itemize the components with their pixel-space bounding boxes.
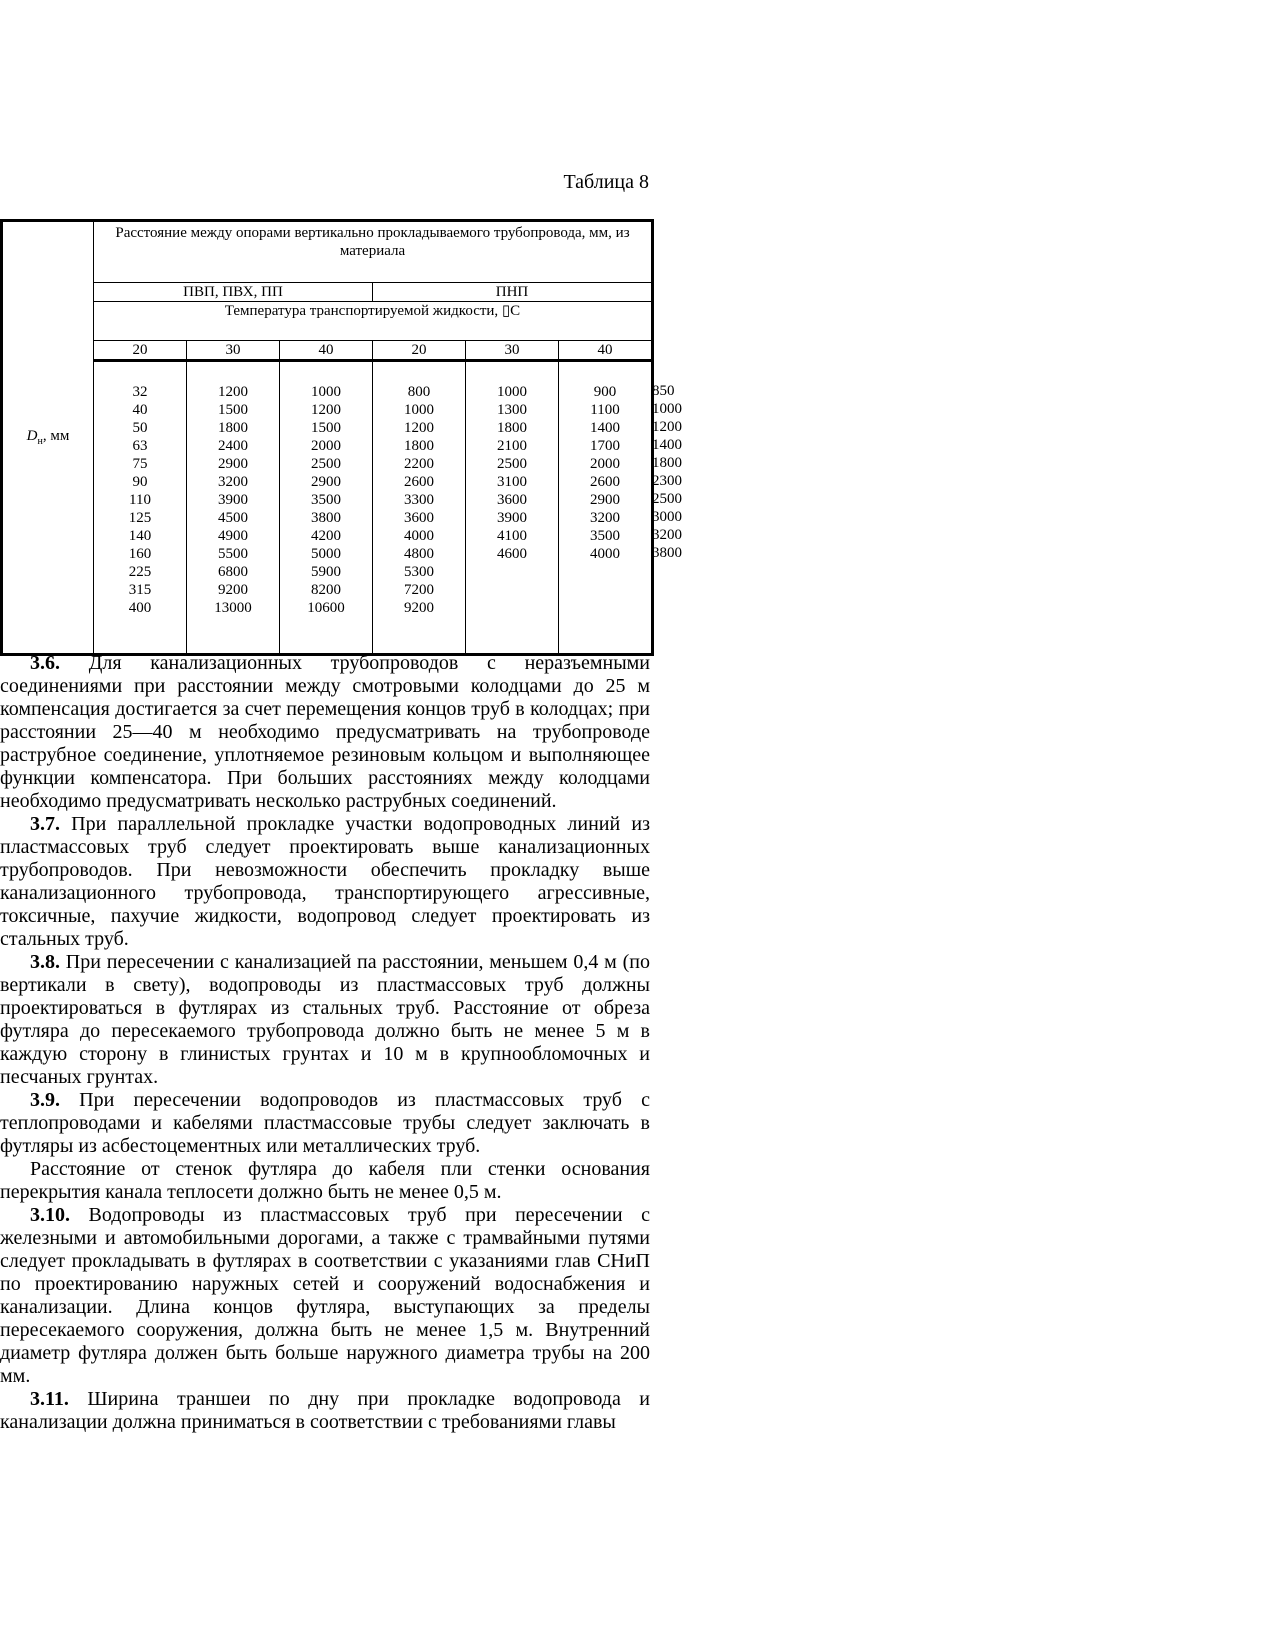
temp-col-header: 30 <box>187 341 280 361</box>
cell-value: 9200 <box>404 600 434 616</box>
data-column: 850 1000 1200 1400 1800 2300 2500 3000 3200 3800 <box>652 361 653 655</box>
cell-value: 4100 <box>497 528 527 544</box>
cell-value: 1100 <box>590 402 620 418</box>
cell-value: 3200 <box>590 510 620 526</box>
cell-value: 3900 <box>218 492 248 508</box>
dn-value: 140 <box>128 528 152 544</box>
paragraph-number: 3.8. <box>30 951 60 973</box>
cell-value: 13000 <box>214 600 252 616</box>
cell-value: 3100 <box>497 474 527 490</box>
dn-value: 75 <box>132 456 148 472</box>
cell-value: 1400 <box>590 420 620 436</box>
cell-value: 5500 <box>218 546 248 562</box>
cell-value: 800 <box>407 384 431 400</box>
cell-value: 6800 <box>218 564 248 580</box>
cell-value: 900 <box>593 384 617 400</box>
cell-value: 2000 <box>311 438 341 454</box>
cell-value: 7200 <box>404 582 434 598</box>
dn-value: 160 <box>128 546 152 562</box>
cell-value: 2100 <box>497 438 527 454</box>
table-caption: Таблица 8 <box>563 171 649 193</box>
data-column <box>373 361 466 655</box>
paragraph: 3.8. При пересечении с канализацией па расстоянии, меньшем 0,4 м (по вертикали в свету), водопроводы из пластмассовых труб должны проектироваться в футлярах из стальных труб. Расстояние от обреза футляра до пересекаемого трубопровода должно быть не менее 5 м в каждую сторону в глинистых грунтах и 10 м в крупнообломочных и песчаных грунтах. <box>0 951 650 1088</box>
cell-value: 3500 <box>590 528 620 544</box>
cell-value: 1200 <box>311 402 341 418</box>
temp-col-header: 30 <box>466 341 559 361</box>
cell-value: 5900 <box>311 564 341 580</box>
data-column <box>280 361 373 655</box>
dn-value: 315 <box>128 582 152 598</box>
cell-value: 1800 <box>218 420 248 436</box>
paragraph-number: 3.7. <box>30 813 60 835</box>
cell-value: 3600 <box>497 492 527 508</box>
cell-value: 1300 <box>497 402 527 418</box>
paragraph-number: 3.11. <box>30 1388 69 1410</box>
cell-value: 3300 <box>404 492 434 508</box>
cell-value: 3900 <box>497 510 527 526</box>
cell-value: 4000 <box>590 546 620 562</box>
temp-col-header: 20 <box>94 341 187 361</box>
cell-value: 1800 <box>497 420 527 436</box>
dn-value: 225 <box>128 564 152 580</box>
cell-value: 2000 <box>590 456 620 472</box>
cell-value: 1000 <box>311 384 341 400</box>
body-text <box>0 652 650 1434</box>
dn-value: 50 <box>132 420 148 436</box>
paragraph: 3.6. Для канализационных трубопроводов с неразъемными соединениями при расстоянии между смотровыми колодцами до 25 м компенсация достигается за счет перемещения концов труб в колодцах; при расстоянии 25—40 м необходимо предусматривать на трубопроводе раструбное соединение, уплотняемое резиновым кольцом и выполняющее функции компенсатора. При больших расстояниях между колодцами необходимо предусматривать несколько раструбных соединений. <box>0 652 650 812</box>
dn-value: 400 <box>128 600 152 616</box>
cell-value: 2200 <box>404 456 434 472</box>
cell-value: 2900 <box>311 474 341 490</box>
dn-value: 40 <box>132 402 148 418</box>
cell-value: 9200 <box>218 582 248 598</box>
paragraph-number: 3.9. <box>30 1089 60 1111</box>
cell-value: 3500 <box>311 492 341 508</box>
cell-value: 3200 <box>218 474 248 490</box>
dn-value: 63 <box>132 438 148 454</box>
cell-value: 1500 <box>311 420 341 436</box>
dn-header: $D_н$, мм <box>2 221 94 655</box>
material-header-pvp: ПВП, ПВХ, ПП <box>94 283 373 302</box>
cell-value: 4900 <box>218 528 248 544</box>
paragraph-number: 3.6. <box>30 652 60 674</box>
cell-value: 4200 <box>311 528 341 544</box>
data-column <box>187 361 280 655</box>
cell-value: 1200 <box>218 384 248 400</box>
cell-value: 5000 <box>311 546 341 562</box>
dn-value: 110 <box>129 492 151 508</box>
data-column <box>466 361 559 655</box>
dn-value: 32 <box>132 384 148 400</box>
cell-value: 4000 <box>404 528 434 544</box>
cell-value: 4800 <box>404 546 434 562</box>
data-column <box>559 361 652 655</box>
cell-value: 1700 <box>590 438 620 454</box>
paragraph: 3.11. Ширина траншеи по дну при прокладке водопровода и канализации должна приниматься в соответствии с требованиями главы <box>0 1388 650 1433</box>
cell-value: 3800 <box>311 510 341 526</box>
paragraph-number: 3.10. <box>30 1204 70 1226</box>
cell-value: 2600 <box>590 474 620 490</box>
cell-value: 5300 <box>404 564 434 580</box>
cell-value: 1000 <box>497 384 527 400</box>
cell-value: 1200 <box>404 420 434 436</box>
cell-value: 10600 <box>307 600 345 616</box>
paragraph: 3.7. При параллельной прокладке участки водопроводных линий из пластмассовых труб следует проектировать выше канализационных трубопроводов. При невозможности обеспечить прокладку выше канализационного трубопровода, транспортирующего агрессивные, токсичные, пахучие жидкости, водопровод следует проектировать из стальных труб. <box>0 813 650 950</box>
temperature-header: Температура транспортируемой жидкости, ▯С <box>94 302 652 341</box>
temp-col-header: 40 <box>280 341 373 361</box>
cell-value: 2600 <box>404 474 434 490</box>
cell-value: 3600 <box>404 510 434 526</box>
paragraph: 3.9. При пересечении водопроводов из пластмассовых труб с теплопроводами и кабелями пластмассовые трубы следует заключать в футляры из асбестоцементных или металлических труб. <box>0 1089 650 1157</box>
dn-values-column <box>94 361 187 655</box>
material-header-pnp: ПНП <box>373 283 652 302</box>
cell-value: 2900 <box>590 492 620 508</box>
paragraph: 3.10. Водопроводы из пластмассовых труб при пересечении с железными и автомобильными дорогами, а также с трамвайными путями следует прокладывать в футлярах в соответствии с указаниями глав СНиП по проектированию наружных сетей и сооружений водоснабжения и канализации. Длина концов футляра, выступающих за пределы пересекаемого сооружения, должна быть не менее 1,5 м. Внутренний диаметр футляра должен быть больше наружного диаметра трубы на 200 мм. <box>0 1204 650 1387</box>
main-header: Расстояние между опорами вертикально прокладываемого трубопровода, мм, из материала <box>94 221 652 283</box>
cell-value: 4600 <box>497 546 527 562</box>
paragraph: Расстояние от стенок футляра до кабеля пли стенки основания перекрытия канала теплосети должно быть не менее 0,5 м. <box>0 1158 650 1203</box>
cell-value: 1500 <box>218 402 248 418</box>
temp-col-header: 40 <box>559 341 652 361</box>
cell-value: 8200 <box>311 582 341 598</box>
cell-value: 2500 <box>497 456 527 472</box>
cell-value: 1800 <box>404 438 434 454</box>
cell-value: 2500 <box>311 456 341 472</box>
cell-value: 1000 <box>404 402 434 418</box>
cell-value: 2400 <box>218 438 248 454</box>
cell-value: 4500 <box>218 510 248 526</box>
supports-distance-table <box>0 219 682 656</box>
dn-value: 90 <box>132 474 148 490</box>
dn-value: 125 <box>128 510 152 526</box>
temp-col-header: 20 <box>373 341 466 361</box>
cell-value: 2900 <box>218 456 248 472</box>
